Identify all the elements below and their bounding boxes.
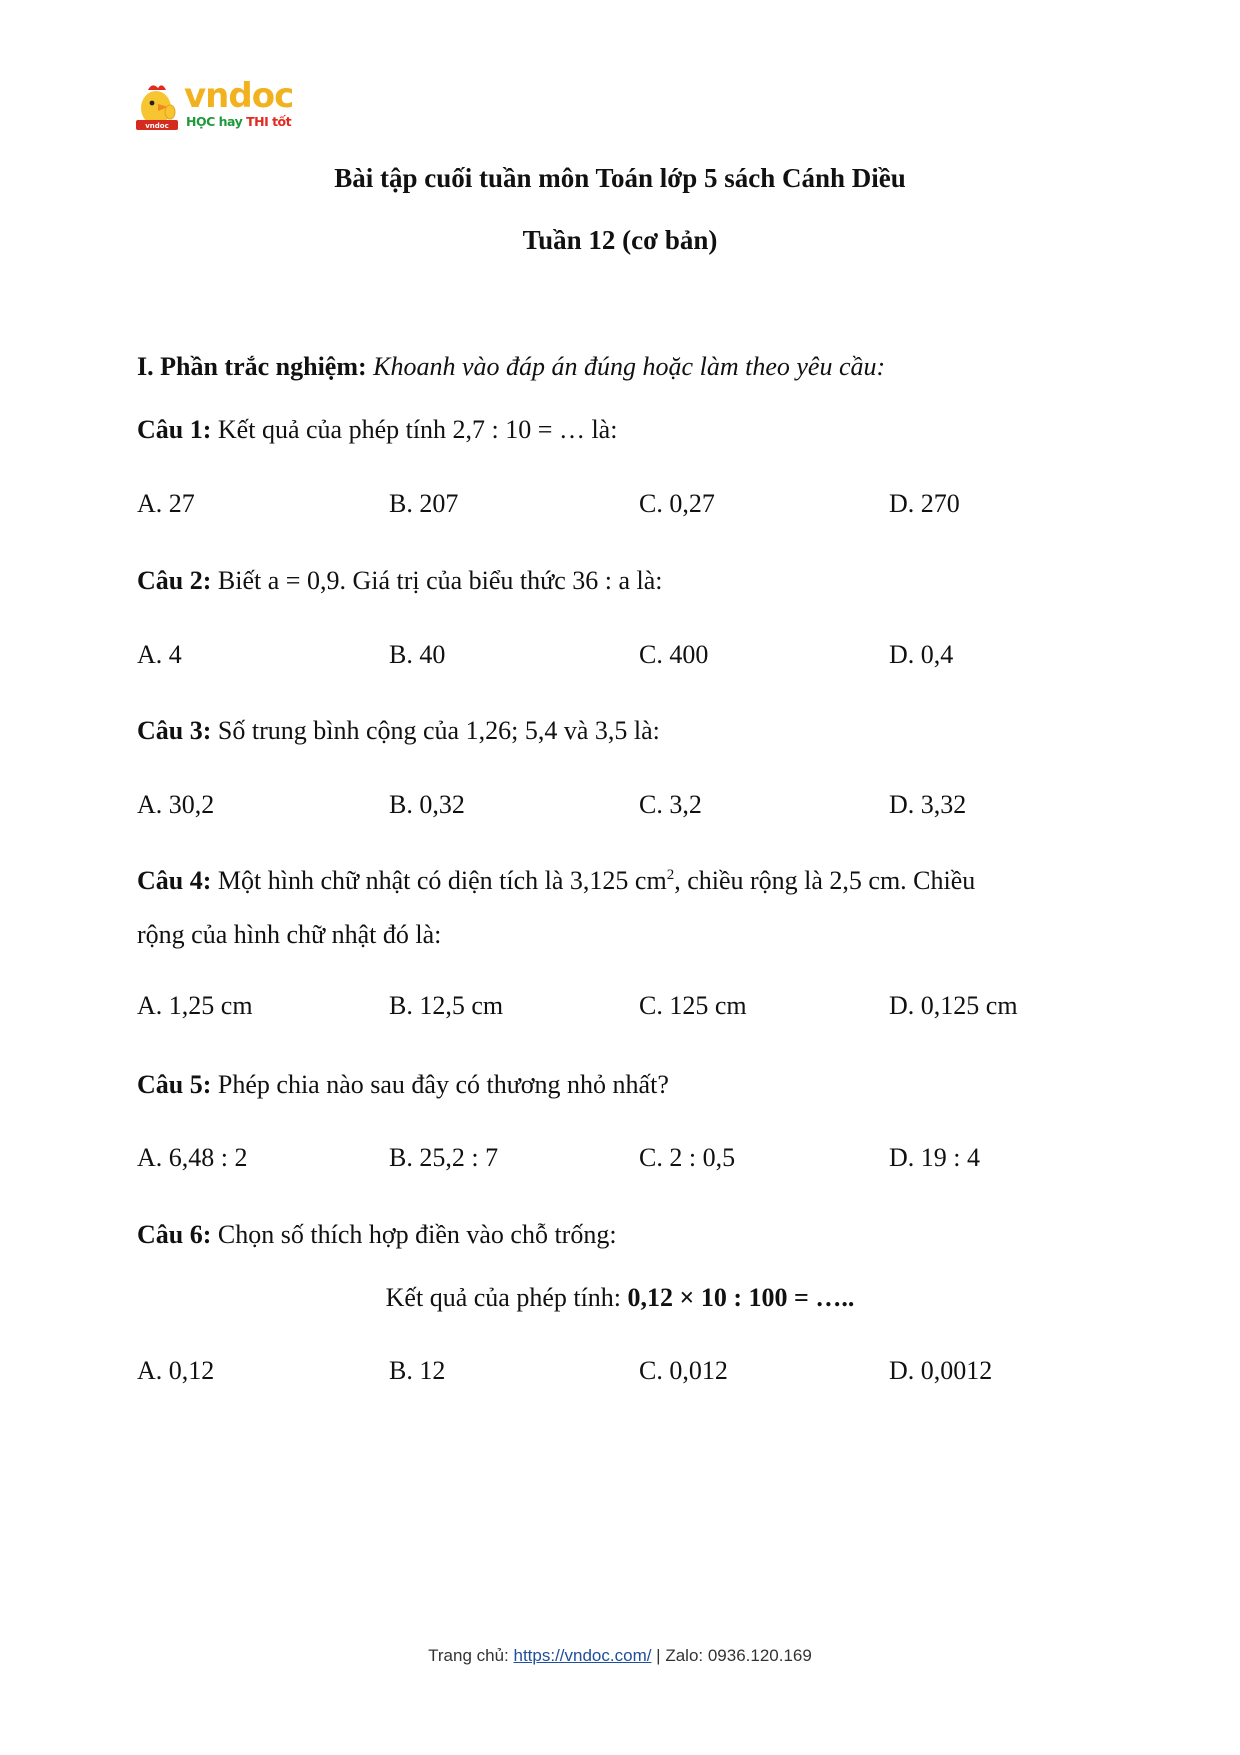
option-b[interactable]: B. 25,2 : 7	[389, 1143, 499, 1172]
option-a[interactable]: A. 0,12	[137, 1356, 215, 1385]
section-instruction: Khoanh vào đáp án đúng hoặc làm theo yêu cầu:	[373, 352, 886, 381]
option-d[interactable]: D. 19 : 4	[889, 1143, 980, 1172]
option-c[interactable]: C. 125 cm	[639, 991, 747, 1020]
option-a[interactable]: A. 4	[137, 640, 182, 669]
question-4	[137, 866, 975, 896]
homepage-link[interactable]: https://vndoc.com/	[513, 1646, 652, 1665]
option-c[interactable]: C. 0,27	[639, 489, 715, 518]
question-6-formula	[0, 1283, 1240, 1313]
document-title: Bài tập cuối tuần môn Toán lớp 5 sách Cánh Diều	[334, 163, 906, 193]
option-d[interactable]: D. 0,125 cm	[889, 991, 1018, 1020]
svg-text:vndoc: vndoc	[145, 122, 169, 130]
option-b[interactable]: B. 12	[389, 1356, 446, 1385]
question-label: Câu 1:	[137, 415, 212, 444]
logo-slogan-part2: THI tốt	[246, 114, 292, 129]
option-c[interactable]: C. 400	[639, 640, 709, 669]
question-6	[137, 1220, 617, 1250]
option-d[interactable]: D. 0,4	[889, 640, 954, 669]
option-c[interactable]: C. 3,2	[639, 790, 702, 819]
option-c[interactable]: C. 2 : 0,5	[639, 1143, 736, 1172]
question-2	[137, 566, 663, 596]
option-c[interactable]: C. 0,012	[639, 1356, 728, 1385]
logo-slogan-part1: HỌC hay	[186, 114, 243, 129]
question-3	[137, 716, 660, 746]
vndoc-logo	[134, 76, 294, 134]
question-text: Biết a = 0,9. Giá trị của biểu thức 36 : a là:	[217, 566, 663, 595]
question-label: Câu 3:	[137, 716, 212, 745]
option-a[interactable]: A. 1,25 cm	[137, 991, 253, 1020]
section-label: I. Phần trắc nghiệm:	[137, 352, 367, 381]
question-text: Phép chia nào sau đây có thương nhỏ nhất?	[217, 1070, 669, 1099]
question-text-part2: , chiều rộng là 2,5 cm. Chiều	[674, 866, 976, 895]
question-1	[137, 415, 617, 445]
option-d[interactable]: D. 3,32	[889, 790, 967, 819]
question-label: Câu 5:	[137, 1070, 212, 1099]
question-5	[137, 1070, 669, 1100]
logo-slogan	[186, 114, 291, 129]
chicken-mascot-icon	[134, 82, 180, 134]
question-4-line2: rộng của hình chữ nhật đó là:	[137, 920, 442, 949]
section-heading	[137, 352, 885, 382]
footer-prefix: Trang chủ:	[428, 1646, 514, 1665]
option-b[interactable]: B. 40	[389, 640, 446, 669]
footer-zalo: Zalo: 0936.120.169	[665, 1646, 812, 1665]
option-a[interactable]: A. 30,2	[137, 790, 215, 819]
question-text: Số trung bình cộng của 1,26; 5,4 và 3,5 là:	[217, 716, 660, 745]
question-label: Câu 2:	[137, 566, 212, 595]
option-d[interactable]: D. 0,0012	[889, 1356, 993, 1385]
superscript: 2	[666, 867, 675, 883]
option-b[interactable]: B. 12,5 cm	[389, 991, 504, 1020]
page-footer	[0, 1646, 1240, 1666]
question-label: Câu 6:	[137, 1220, 212, 1249]
option-a[interactable]: A. 27	[137, 489, 195, 518]
option-d[interactable]: D. 270	[889, 489, 960, 518]
question-label: Câu 4:	[137, 866, 212, 895]
document-subtitle: Tuần 12 (cơ bản)	[522, 225, 718, 255]
question-text: Chọn số thích hợp điền vào chỗ trống:	[217, 1220, 617, 1249]
question-text-part1: Một hình chữ nhật có diện tích là 3,125 cm	[217, 866, 667, 895]
footer-separator: |	[651, 1646, 666, 1665]
logo-brand-text: vndoc	[184, 76, 294, 116]
formula-expression: 0,12 × 10 : 100 = …..	[627, 1283, 855, 1312]
option-a[interactable]: A. 6,48 : 2	[137, 1143, 248, 1172]
question-text: Kết quả của phép tính 2,7 : 10 = … là:	[217, 415, 618, 444]
option-b[interactable]: B. 207	[389, 489, 459, 518]
option-b[interactable]: B. 0,32	[389, 790, 465, 819]
formula-prefix: Kết quả của phép tính:	[385, 1283, 628, 1312]
